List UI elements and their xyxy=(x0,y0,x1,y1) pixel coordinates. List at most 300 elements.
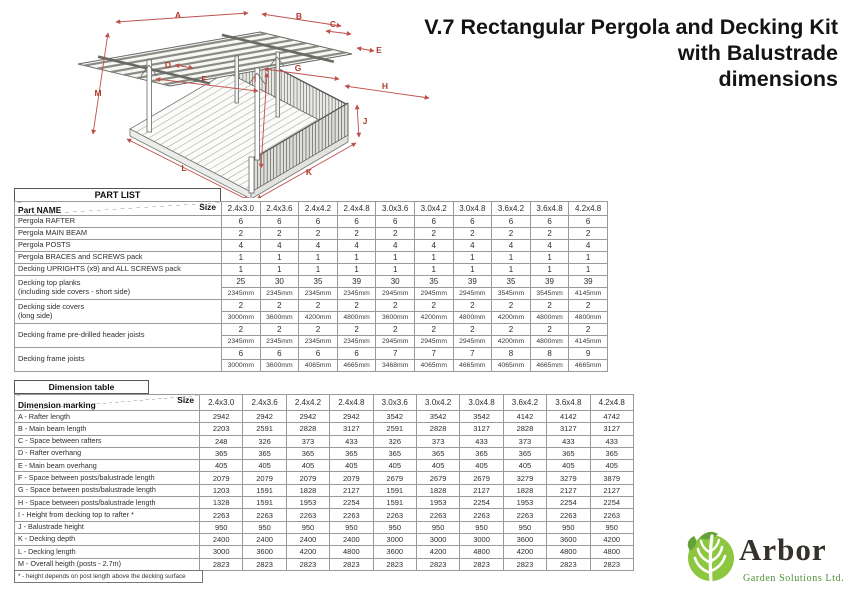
dimension-value: 2828 xyxy=(503,423,546,435)
page-title xyxy=(414,14,838,92)
part-length: 4800mm xyxy=(530,336,569,348)
dimension-value: 433 xyxy=(330,435,373,447)
part-qty: 8 xyxy=(530,348,569,360)
dimension-name: B - Main beam length xyxy=(15,423,200,435)
dimension-value: 2263 xyxy=(200,509,243,521)
dimension-row xyxy=(15,447,634,459)
size-header-row xyxy=(15,202,608,216)
part-qty: 2 xyxy=(299,324,338,336)
dimension-value: 2400 xyxy=(286,533,329,545)
size-header: 2.4x3.6 xyxy=(260,202,299,216)
part-qty: 2 xyxy=(376,300,415,312)
part-length: 3600mm xyxy=(260,312,299,324)
part-length: 2945mm xyxy=(453,288,492,300)
dimension-value: 2127 xyxy=(547,484,590,496)
part-qty: 2 xyxy=(492,324,531,336)
dimension-row xyxy=(15,472,634,484)
part-qty: 9 xyxy=(569,348,608,360)
dimension-value: 3000 xyxy=(373,533,416,545)
footnote: * - height depends on post length above the decking surface xyxy=(14,570,203,583)
dimension-value: 405 xyxy=(200,460,243,472)
part-qty: 1 xyxy=(492,264,531,276)
size-header: 3.0x3.6 xyxy=(376,202,415,216)
dimension-value: 365 xyxy=(503,447,546,459)
dimension-value: 4800 xyxy=(590,546,633,558)
dimension-row xyxy=(15,435,634,447)
dimension-value: 3000 xyxy=(200,546,243,558)
dimension-value: 2942 xyxy=(243,411,286,423)
dimension-value: 248 xyxy=(200,435,243,447)
part-name-line: Decking top planks xyxy=(18,277,81,287)
dimension-value: 4142 xyxy=(547,411,590,423)
part-qty: 4 xyxy=(453,240,492,252)
dimension-value: 3127 xyxy=(590,423,633,435)
part-qty: 2 xyxy=(299,228,338,240)
part-qty: 6 xyxy=(222,216,261,228)
dimension-value: 1328 xyxy=(200,497,243,509)
corner-cell xyxy=(15,395,200,411)
part-length: 3468mm xyxy=(376,360,415,372)
part-qty: 2 xyxy=(569,324,608,336)
size-header: 3.0x4.8 xyxy=(460,395,503,411)
part-qty: 6 xyxy=(299,348,338,360)
dimension-value: 3279 xyxy=(547,472,590,484)
size-header: 3.6x4.2 xyxy=(503,395,546,411)
part-length: 4200mm xyxy=(414,312,453,324)
part-qty: 1 xyxy=(222,252,261,264)
part-qty: 2 xyxy=(569,228,608,240)
part-length: 2345mm xyxy=(260,288,299,300)
size-header: 3.6x4.2 xyxy=(492,202,531,216)
dimension-value: 365 xyxy=(243,447,286,459)
part-name-line: Decking frame joists xyxy=(18,354,85,364)
part-length: 4665mm xyxy=(569,360,608,372)
part-qty: 6 xyxy=(260,216,299,228)
dim-label: G xyxy=(294,63,302,73)
dimension-value: 433 xyxy=(460,435,503,447)
part-qty: 1 xyxy=(530,252,569,264)
dim-label: M xyxy=(94,88,102,98)
part-list-table xyxy=(14,201,608,372)
part-qty: 2 xyxy=(260,324,299,336)
dimension-name: I - Height from decking top to rafter * xyxy=(15,509,200,521)
dimension-value: 405 xyxy=(503,460,546,472)
dimension-value: 2591 xyxy=(243,423,286,435)
size-header: 2.4x3.0 xyxy=(200,395,243,411)
part-qty: 25 xyxy=(222,276,261,288)
part-qty: 1 xyxy=(492,252,531,264)
dimension-value: 1828 xyxy=(503,484,546,496)
dimension-value: 2203 xyxy=(200,423,243,435)
part-name-line: Decking side covers xyxy=(18,301,85,311)
part-row xyxy=(15,324,608,336)
part-qty: 39 xyxy=(569,276,608,288)
dimension-value: 2942 xyxy=(286,411,329,423)
dimension-value: 950 xyxy=(286,521,329,533)
dimension-value: 3600 xyxy=(243,546,286,558)
part-qty: 1 xyxy=(530,264,569,276)
dimension-name: C - Space between rafters xyxy=(15,435,200,447)
part-qty: 4 xyxy=(260,240,299,252)
part-qty: 2 xyxy=(414,324,453,336)
part-name: Decking UPRIGHTS (x9) and ALL SCREWS pack xyxy=(15,264,222,276)
dimension-value: 365 xyxy=(373,447,416,459)
part-qty: 4 xyxy=(337,240,376,252)
dimension-value: 1591 xyxy=(373,484,416,496)
size-header: 2.4x4.8 xyxy=(337,202,376,216)
dimension-value: 1828 xyxy=(416,484,459,496)
part-qty: 6 xyxy=(569,216,608,228)
dimension-value: 1953 xyxy=(416,497,459,509)
part-qty: 6 xyxy=(453,216,492,228)
part-qty: 35 xyxy=(492,276,531,288)
part-qty: 1 xyxy=(299,264,338,276)
dimension-value: 365 xyxy=(416,447,459,459)
dimension-name: H - Space between posts/balustrade length xyxy=(15,497,200,509)
dimension-row xyxy=(15,533,634,545)
dimension-value: 2823 xyxy=(547,558,590,570)
dimension-value: 2254 xyxy=(330,497,373,509)
part-length: 4065mm xyxy=(492,360,531,372)
dimension-value: 3000 xyxy=(416,533,459,545)
dimension-value: 2254 xyxy=(460,497,503,509)
part-qty: 35 xyxy=(299,276,338,288)
part-row xyxy=(15,252,608,264)
dimension-value: 2400 xyxy=(200,533,243,545)
dimension-value: 4800 xyxy=(460,546,503,558)
dimension-row xyxy=(15,497,634,509)
dimension-value: 2591 xyxy=(373,423,416,435)
part-qty: 6 xyxy=(492,216,531,228)
dimension-value: 2263 xyxy=(286,509,329,521)
dimension-name: L - Decking length xyxy=(15,546,200,558)
part-name: Pergola RAFTER xyxy=(15,216,222,228)
dimension-value: 1203 xyxy=(200,484,243,496)
dimension-value: 1953 xyxy=(503,497,546,509)
part-qty: 1 xyxy=(376,252,415,264)
size-header: 2.4x4.2 xyxy=(286,395,329,411)
dimension-value: 2079 xyxy=(200,472,243,484)
dimension-value: 950 xyxy=(547,521,590,533)
dimension-value: 950 xyxy=(200,521,243,533)
dim-label: L xyxy=(181,163,187,173)
part-qty: 1 xyxy=(414,264,453,276)
title-line-2: with Balustrade xyxy=(677,41,838,65)
dimension-value: 433 xyxy=(547,435,590,447)
part-length: 4145mm xyxy=(569,336,608,348)
part-qty: 2 xyxy=(337,324,376,336)
dimension-value: 3127 xyxy=(547,423,590,435)
dimension-value: 2400 xyxy=(243,533,286,545)
part-qty: 1 xyxy=(337,264,376,276)
size-header: 2.4x3.0 xyxy=(222,202,261,216)
part-length: 4665mm xyxy=(453,360,492,372)
part-qty: 2 xyxy=(222,228,261,240)
part-length: 2945mm xyxy=(414,288,453,300)
part-qty: 6 xyxy=(376,216,415,228)
dimension-value: 2263 xyxy=(503,509,546,521)
part-qty: 2 xyxy=(376,324,415,336)
part-qty: 1 xyxy=(376,264,415,276)
part-qty: 2 xyxy=(453,228,492,240)
dimension-name: E - Main beam overhang xyxy=(15,460,200,472)
part-row xyxy=(15,300,608,312)
dimension-value: 950 xyxy=(503,521,546,533)
dimension-value: 373 xyxy=(503,435,546,447)
dimension-value: 1591 xyxy=(243,497,286,509)
part-qty: 4 xyxy=(492,240,531,252)
size-header: 3.0x3.6 xyxy=(373,395,416,411)
dimension-value: 2828 xyxy=(416,423,459,435)
part-row xyxy=(15,348,608,360)
dimension-row xyxy=(15,558,634,570)
dimension-value: 433 xyxy=(590,435,633,447)
size-header: 3.6x4.8 xyxy=(547,395,590,411)
balustrade-corner-post xyxy=(249,157,254,193)
corner-size-label: Size xyxy=(199,202,216,212)
dimension-value: 2823 xyxy=(503,558,546,570)
part-qty: 6 xyxy=(299,216,338,228)
dimension-value: 2079 xyxy=(286,472,329,484)
part-qty: 7 xyxy=(453,348,492,360)
part-qty: 2 xyxy=(222,300,261,312)
dim-label: H xyxy=(381,81,389,91)
size-header: 2.4x4.2 xyxy=(299,202,338,216)
dimension-value: 2823 xyxy=(330,558,373,570)
dimension-row xyxy=(15,546,634,558)
part-qty: 2 xyxy=(492,300,531,312)
dimension-value: 405 xyxy=(373,460,416,472)
dimension-value: 4742 xyxy=(590,411,633,423)
dimension-value: 2254 xyxy=(590,497,633,509)
dimension-name: M - Overall heigth (posts - 2.7m) xyxy=(15,558,200,570)
part-length: 2345mm xyxy=(337,336,376,348)
part-qty: 2 xyxy=(337,300,376,312)
dimension-value: 4200 xyxy=(503,546,546,558)
part-qty: 2 xyxy=(260,300,299,312)
dimension-value: 3279 xyxy=(503,472,546,484)
part-qty: 8 xyxy=(492,348,531,360)
dimension-value: 3600 xyxy=(547,533,590,545)
dimension-value: 373 xyxy=(286,435,329,447)
size-header: 4.2x4.8 xyxy=(569,202,608,216)
dimension-value: 2263 xyxy=(590,509,633,521)
part-qty: 2 xyxy=(222,324,261,336)
corner-row-label: Dimension marking xyxy=(18,400,96,410)
part-length: 3545mm xyxy=(492,288,531,300)
part-qty: 2 xyxy=(530,228,569,240)
part-qty: 1 xyxy=(569,264,608,276)
dimension-value: 2823 xyxy=(460,558,503,570)
part-length: 4200mm xyxy=(492,312,531,324)
dimension-value: 3127 xyxy=(330,423,373,435)
part-length: 4800mm xyxy=(337,312,376,324)
part-qty: 6 xyxy=(530,216,569,228)
part-name: Pergola BRACES and SCREWS pack xyxy=(15,252,222,264)
part-row xyxy=(15,264,608,276)
dimension-value: 326 xyxy=(373,435,416,447)
part-length: 3600mm xyxy=(376,312,415,324)
logo xyxy=(683,520,848,595)
logo-subtitle: Garden Solutions Ltd. xyxy=(743,573,845,584)
dimension-name: K - Decking depth xyxy=(15,533,200,545)
part-qty: 1 xyxy=(414,252,453,264)
dimension-value: 950 xyxy=(460,521,503,533)
part-name: Pergola POSTS xyxy=(15,240,222,252)
dimension-value: 365 xyxy=(200,447,243,459)
part-length: 2945mm xyxy=(453,336,492,348)
dimension-value: 3000 xyxy=(460,533,503,545)
dimension-value: 2263 xyxy=(547,509,590,521)
part-length: 3000mm xyxy=(222,360,261,372)
dimension-value: 405 xyxy=(286,460,329,472)
dimension-value: 365 xyxy=(590,447,633,459)
part-name-line: (including side covers - short side) xyxy=(18,286,131,296)
dimension-value: 365 xyxy=(286,447,329,459)
dimension-value: 3879 xyxy=(590,472,633,484)
dimension-value: 2263 xyxy=(243,509,286,521)
dimension-value: 405 xyxy=(416,460,459,472)
dimension-value: 2823 xyxy=(590,558,633,570)
dimension-value: 2823 xyxy=(200,558,243,570)
size-header: 2.4x4.8 xyxy=(330,395,373,411)
dimension-value: 4800 xyxy=(547,546,590,558)
dimension-value: 405 xyxy=(460,460,503,472)
dimension-value: 4142 xyxy=(503,411,546,423)
logo-wordmark: Arbor xyxy=(739,532,827,567)
part-qty: 39 xyxy=(530,276,569,288)
part-qty: 6 xyxy=(222,348,261,360)
dimension-value: 365 xyxy=(547,447,590,459)
part-row xyxy=(15,228,608,240)
dimension-value: 950 xyxy=(416,521,459,533)
part-qty: 6 xyxy=(337,348,376,360)
part-name: Pergola MAIN BEAM xyxy=(15,228,222,240)
part-length: 2345mm xyxy=(222,288,261,300)
part-length: 4065mm xyxy=(414,360,453,372)
dimension-value: 2079 xyxy=(243,472,286,484)
dimension-value: 2263 xyxy=(460,509,503,521)
part-name-line: Decking frame pre-drilled header joists xyxy=(18,330,145,340)
size-header: 3.0x4.2 xyxy=(416,395,459,411)
part-length: 2345mm xyxy=(337,288,376,300)
part-list-header: PART LIST xyxy=(14,188,221,202)
dimension-value: 2823 xyxy=(416,558,459,570)
dimension-name: A - Rafter length xyxy=(15,411,200,423)
part-qty: 1 xyxy=(337,252,376,264)
part-qty: 2 xyxy=(492,228,531,240)
part-qty: 2 xyxy=(530,300,569,312)
part-length: 4065mm xyxy=(299,360,338,372)
part-qty: 2 xyxy=(530,324,569,336)
size-header: 3.0x4.8 xyxy=(453,202,492,216)
dimension-value: 2828 xyxy=(286,423,329,435)
dimension-value: 950 xyxy=(243,521,286,533)
dim-label: J xyxy=(362,116,368,126)
part-qty: 30 xyxy=(260,276,299,288)
title-line-1: V.7 Rectangular Pergola and Decking Kit xyxy=(424,15,838,39)
part-qty: 1 xyxy=(222,264,261,276)
dimension-value: 2679 xyxy=(460,472,503,484)
part-qty: 39 xyxy=(337,276,376,288)
dimension-value: 1591 xyxy=(243,484,286,496)
dimension-value: 365 xyxy=(460,447,503,459)
part-length: 2945mm xyxy=(414,336,453,348)
dimension-value: 2679 xyxy=(373,472,416,484)
part-name xyxy=(15,324,222,348)
part-length: 4665mm xyxy=(337,360,376,372)
dimension-value: 2263 xyxy=(330,509,373,521)
part-qty: 1 xyxy=(453,252,492,264)
part-length: 3545mm xyxy=(530,288,569,300)
part-qty: 4 xyxy=(299,240,338,252)
dimension-name: J - Balustrade height xyxy=(15,521,200,533)
part-length: 4800mm xyxy=(569,312,608,324)
part-qty: 2 xyxy=(260,228,299,240)
dim-label: F xyxy=(201,74,207,84)
part-length: 4800mm xyxy=(453,312,492,324)
size-header-row xyxy=(15,395,634,411)
dimension-value: 2823 xyxy=(373,558,416,570)
dimension-value: 3600 xyxy=(373,546,416,558)
dimension-value: 1828 xyxy=(286,484,329,496)
dimension-value: 2823 xyxy=(286,558,329,570)
dimension-value: 405 xyxy=(330,460,373,472)
dimension-value: 365 xyxy=(330,447,373,459)
dimension-value: 326 xyxy=(243,435,286,447)
part-qty: 2 xyxy=(414,300,453,312)
part-length: 2945mm xyxy=(376,336,415,348)
part-row xyxy=(15,240,608,252)
part-qty: 7 xyxy=(414,348,453,360)
logo-leaf-icon xyxy=(685,528,737,584)
part-qty: 4 xyxy=(414,240,453,252)
dimension-value: 373 xyxy=(416,435,459,447)
dimension-value: 2127 xyxy=(460,484,503,496)
part-length: 4200mm xyxy=(299,312,338,324)
dim-label: K xyxy=(305,167,313,177)
part-length: 2345mm xyxy=(299,336,338,348)
part-qty: 7 xyxy=(376,348,415,360)
size-header: 4.2x4.8 xyxy=(590,395,633,411)
dimension-value: 2400 xyxy=(330,533,373,545)
dimension-value: 2823 xyxy=(243,558,286,570)
part-qty: 4 xyxy=(222,240,261,252)
size-header: 3.0x4.2 xyxy=(414,202,453,216)
part-name-line: (long side) xyxy=(18,310,53,320)
dimension-value: 2127 xyxy=(330,484,373,496)
dimension-value: 3542 xyxy=(373,411,416,423)
dim-label: I xyxy=(253,74,257,84)
part-length: 3000mm xyxy=(222,312,261,324)
part-length: 4800mm xyxy=(530,312,569,324)
dimension-value: 950 xyxy=(590,521,633,533)
dimension-value: 2942 xyxy=(200,411,243,423)
size-header: 3.6x4.8 xyxy=(530,202,569,216)
dimension-value: 3600 xyxy=(503,533,546,545)
part-qty: 2 xyxy=(453,300,492,312)
part-qty: 2 xyxy=(337,228,376,240)
part-qty: 1 xyxy=(453,264,492,276)
part-row xyxy=(15,276,608,288)
dimension-value: 3127 xyxy=(460,423,503,435)
dimension-value: 405 xyxy=(243,460,286,472)
dimension-value: 1953 xyxy=(286,497,329,509)
part-qty: 6 xyxy=(260,348,299,360)
part-qty: 6 xyxy=(337,216,376,228)
dimension-table-header: Dimension table xyxy=(14,380,149,394)
part-row xyxy=(15,216,608,228)
